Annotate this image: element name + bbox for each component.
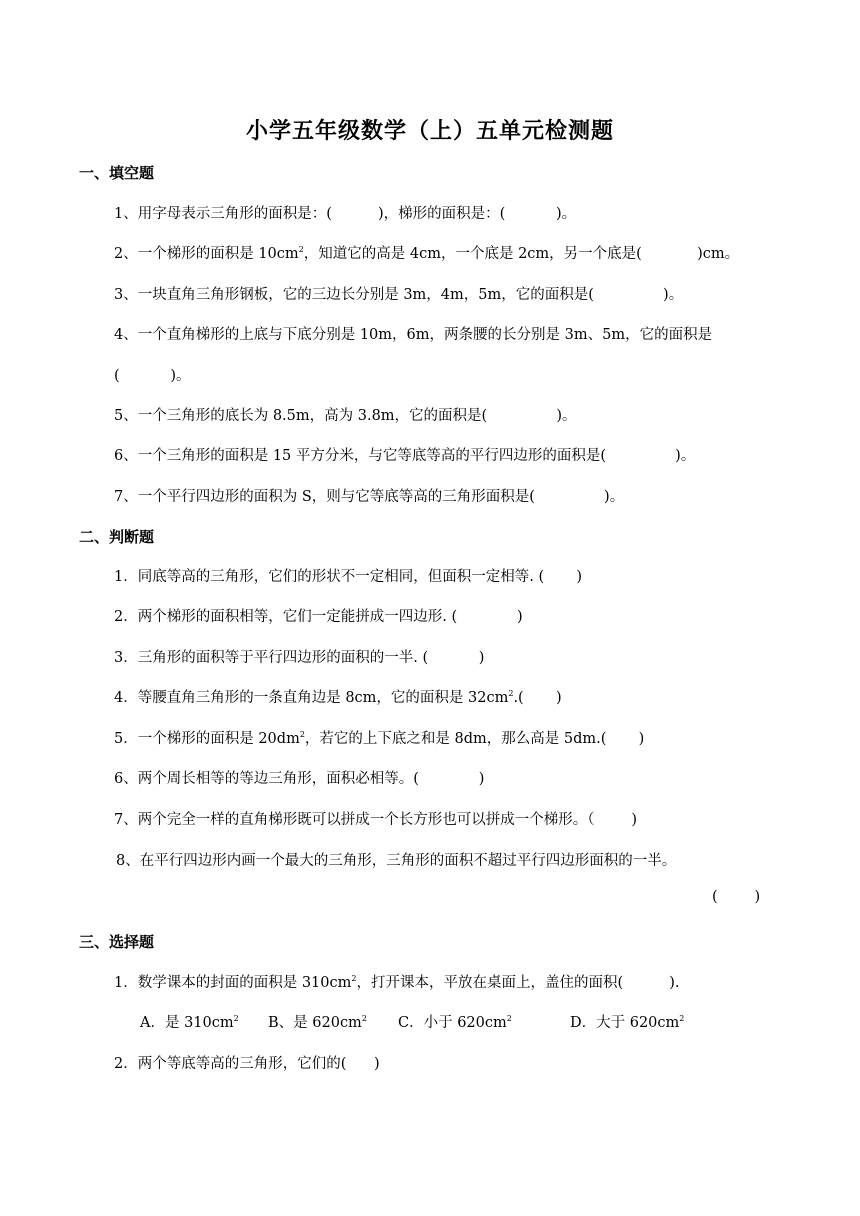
judge-question-4: 4．等腰直角三角形的一条直角边是 8cm，它的面积是 $32cm^2$.( ) bbox=[114, 689, 562, 706]
fill-question-4-blank: ( )。 bbox=[114, 368, 191, 384]
section-heading-fill: 一、填空题 bbox=[79, 164, 155, 182]
fill-question-2: 2、一个梯形的面积是 $10cm^2$，知道它的高是 4cm，一个底是 2cm，另一个底是( )cm。 bbox=[114, 245, 740, 262]
judge-question-1: 1．同底等高的三角形，它们的形状不一定相同，但面积一定相等. ( ) bbox=[114, 569, 583, 585]
fill-question-4: 4、一个直角梯形的上底与下底分别是 10m，6m，两条腰的长分别是 3m、5m，它的面积是 bbox=[114, 327, 713, 343]
choice-question-2: 2．两个等底等高的三角形，它们的( ) bbox=[114, 1056, 380, 1072]
fill-question-5: 5、一个三角形的底长为 8.5m，高为 3.8m，它的面积是( )。 bbox=[114, 408, 577, 424]
judge-question-7: 7、两个完全一样的直角梯形既可以拼成一个长方形也可以拼成一个梯形。（ ) bbox=[114, 812, 638, 828]
fill-question-3: 3、一块直角三角形钢板，它的三边长分别是 3m，4m，5m，它的面积是( )。 bbox=[114, 287, 684, 303]
choice-option-a: A．是 $310cm^2$ bbox=[140, 1014, 239, 1031]
choice-option-b: B、是 $620cm^2$ bbox=[268, 1014, 367, 1031]
fill-question-6: 6、一个三角形的面积是 15 平方分米，与它等底等高的平行四边形的面积是( )。 bbox=[114, 448, 696, 464]
section-heading-choice: 三、选择题 bbox=[79, 933, 155, 951]
judge-question-3: 3．三角形的面积等于平行四边形的面积的一半. ( ) bbox=[114, 650, 485, 666]
judge-question-2: 2．两个梯形的面积相等，它们一定能拼成一四边形. ( ) bbox=[114, 609, 523, 625]
fill-question-7: 7、一个平行四边形的面积为 S，则与它等底等高的三角形面积是( )。 bbox=[114, 489, 625, 505]
choice-question-1: 1．数学课本的封面的面积是 $310cm^2$，打开课本，平放在桌面上，盖住的面积( ). bbox=[114, 974, 680, 991]
section-heading-judge: 二、判断题 bbox=[79, 528, 155, 546]
judge-question-6: 6、两个周长相等的等边三角形，面积必相等。( ) bbox=[114, 771, 485, 787]
fill-question-1: 1、用字母表示三角形的面积是：( )，梯形的面积是：( )。 bbox=[114, 206, 577, 222]
choice-option-d: D．大于 $620cm^2$ bbox=[570, 1014, 685, 1031]
page-title: 小学五年级数学（上）五单元检测题 bbox=[245, 119, 614, 144]
judge-question-8-blank: ( ) bbox=[712, 889, 761, 905]
choice-option-c: C．小于 $620cm^2$ bbox=[398, 1014, 512, 1031]
judge-question-5: 5．一个梯形的面积是 $20dm^2$，若它的上下底之和是 8dm，那么高是 5dm.( ) bbox=[114, 730, 645, 747]
judge-question-8: 8、在平行四边形内画一个最大的三角形，三角形的面积不超过平行四边形面积的一半。 bbox=[116, 853, 677, 869]
